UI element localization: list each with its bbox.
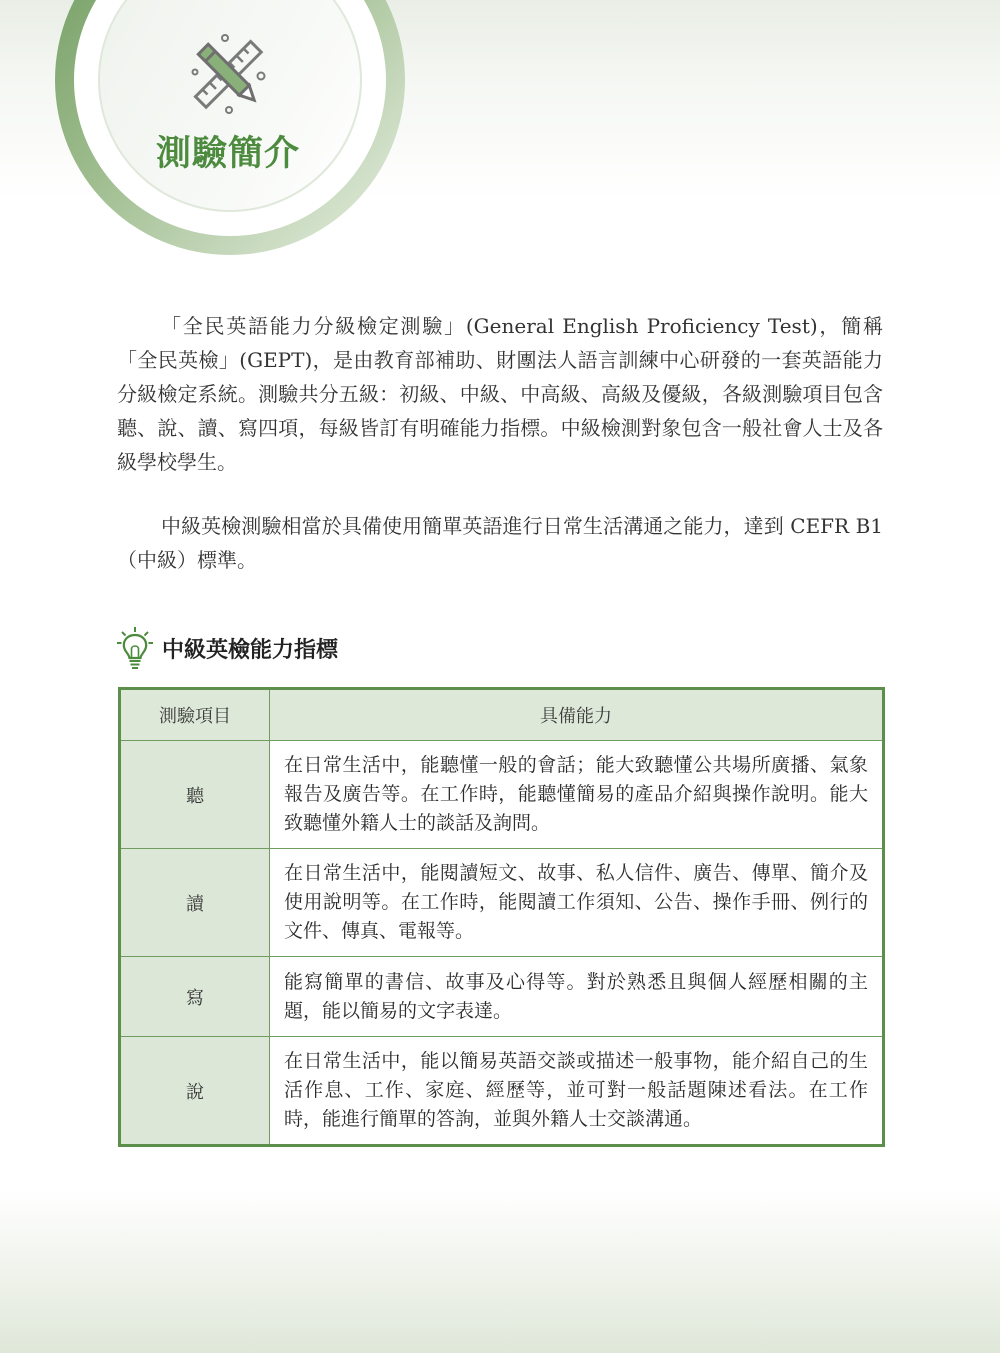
intro-paragraph-1: 「全民英語能力分級檢定測驗」(General English Proficiency Test)，簡稱「全民英檢」(GEPT)，是由教育部補助、財團法人語言訓練中心研發的一套英語能力分級檢定系統。測驗共分五級：初級、中級、中高級、高級及優級，各級測驗項目包含聽、說、讀、寫四項，每級皆訂有明確能力指標。中級檢測對象包含一般社會人士及各級學校學生。 [117, 314, 883, 474]
row-item-reading: 讀 [120, 849, 270, 957]
row-ability-speaking: 在日常生活中，能以簡易英語交談或描述一般事物，能介紹自己的生活作息、工作、家庭、經歷等，並可對一般話題陳述看法。在工作時，能進行簡單的答詢，並與外籍人士交談溝通。 [270, 1037, 884, 1146]
column-header-item: 測驗項目 [120, 689, 270, 741]
intro-paragraph-2: 中級英檢測驗相當於具備使用簡單英語進行日常生活溝通之能力，達到 CEFR B1（中級）標準。 [117, 514, 883, 572]
row-ability-listening: 在日常生活中，能聽懂一般的會話；能大致聽懂公共場所廣播、氣象報告及廣告等。在工作時，能聽懂簡易的產品介紹與操作說明。能大致聽懂外籍人士的談話及詢問。 [270, 741, 884, 849]
row-item-speaking: 說 [120, 1037, 270, 1146]
ability-table [118, 687, 885, 1147]
table-header-row [120, 689, 884, 741]
row-item-writing: 寫 [120, 957, 270, 1037]
section-title: 中級英檢能力指標 [162, 637, 339, 663]
section-heading [117, 626, 338, 670]
pencil-ruler-icon [185, 32, 271, 116]
row-item-listening: 聽 [120, 741, 270, 849]
table-row [120, 957, 884, 1037]
column-header-ability: 具備能力 [270, 689, 884, 741]
row-ability-writing: 能寫簡單的書信、故事及心得等。對於熟悉且與個人經歷相關的主題，能以簡易的文字表達。 [270, 957, 884, 1037]
table-row [120, 741, 884, 849]
table-row [120, 849, 884, 957]
lightbulb-icon [117, 626, 153, 670]
page-title: 測驗簡介 [156, 134, 301, 174]
footer-background [0, 1190, 1000, 1353]
table-row [120, 1037, 884, 1146]
row-ability-reading: 在日常生活中，能閱讀短文、故事、私人信件、廣告、傳單、簡介及使用說明等。在工作時，能閱讀工作須知、公告、操作手冊、例行的文件、傳真、電報等。 [270, 849, 884, 957]
